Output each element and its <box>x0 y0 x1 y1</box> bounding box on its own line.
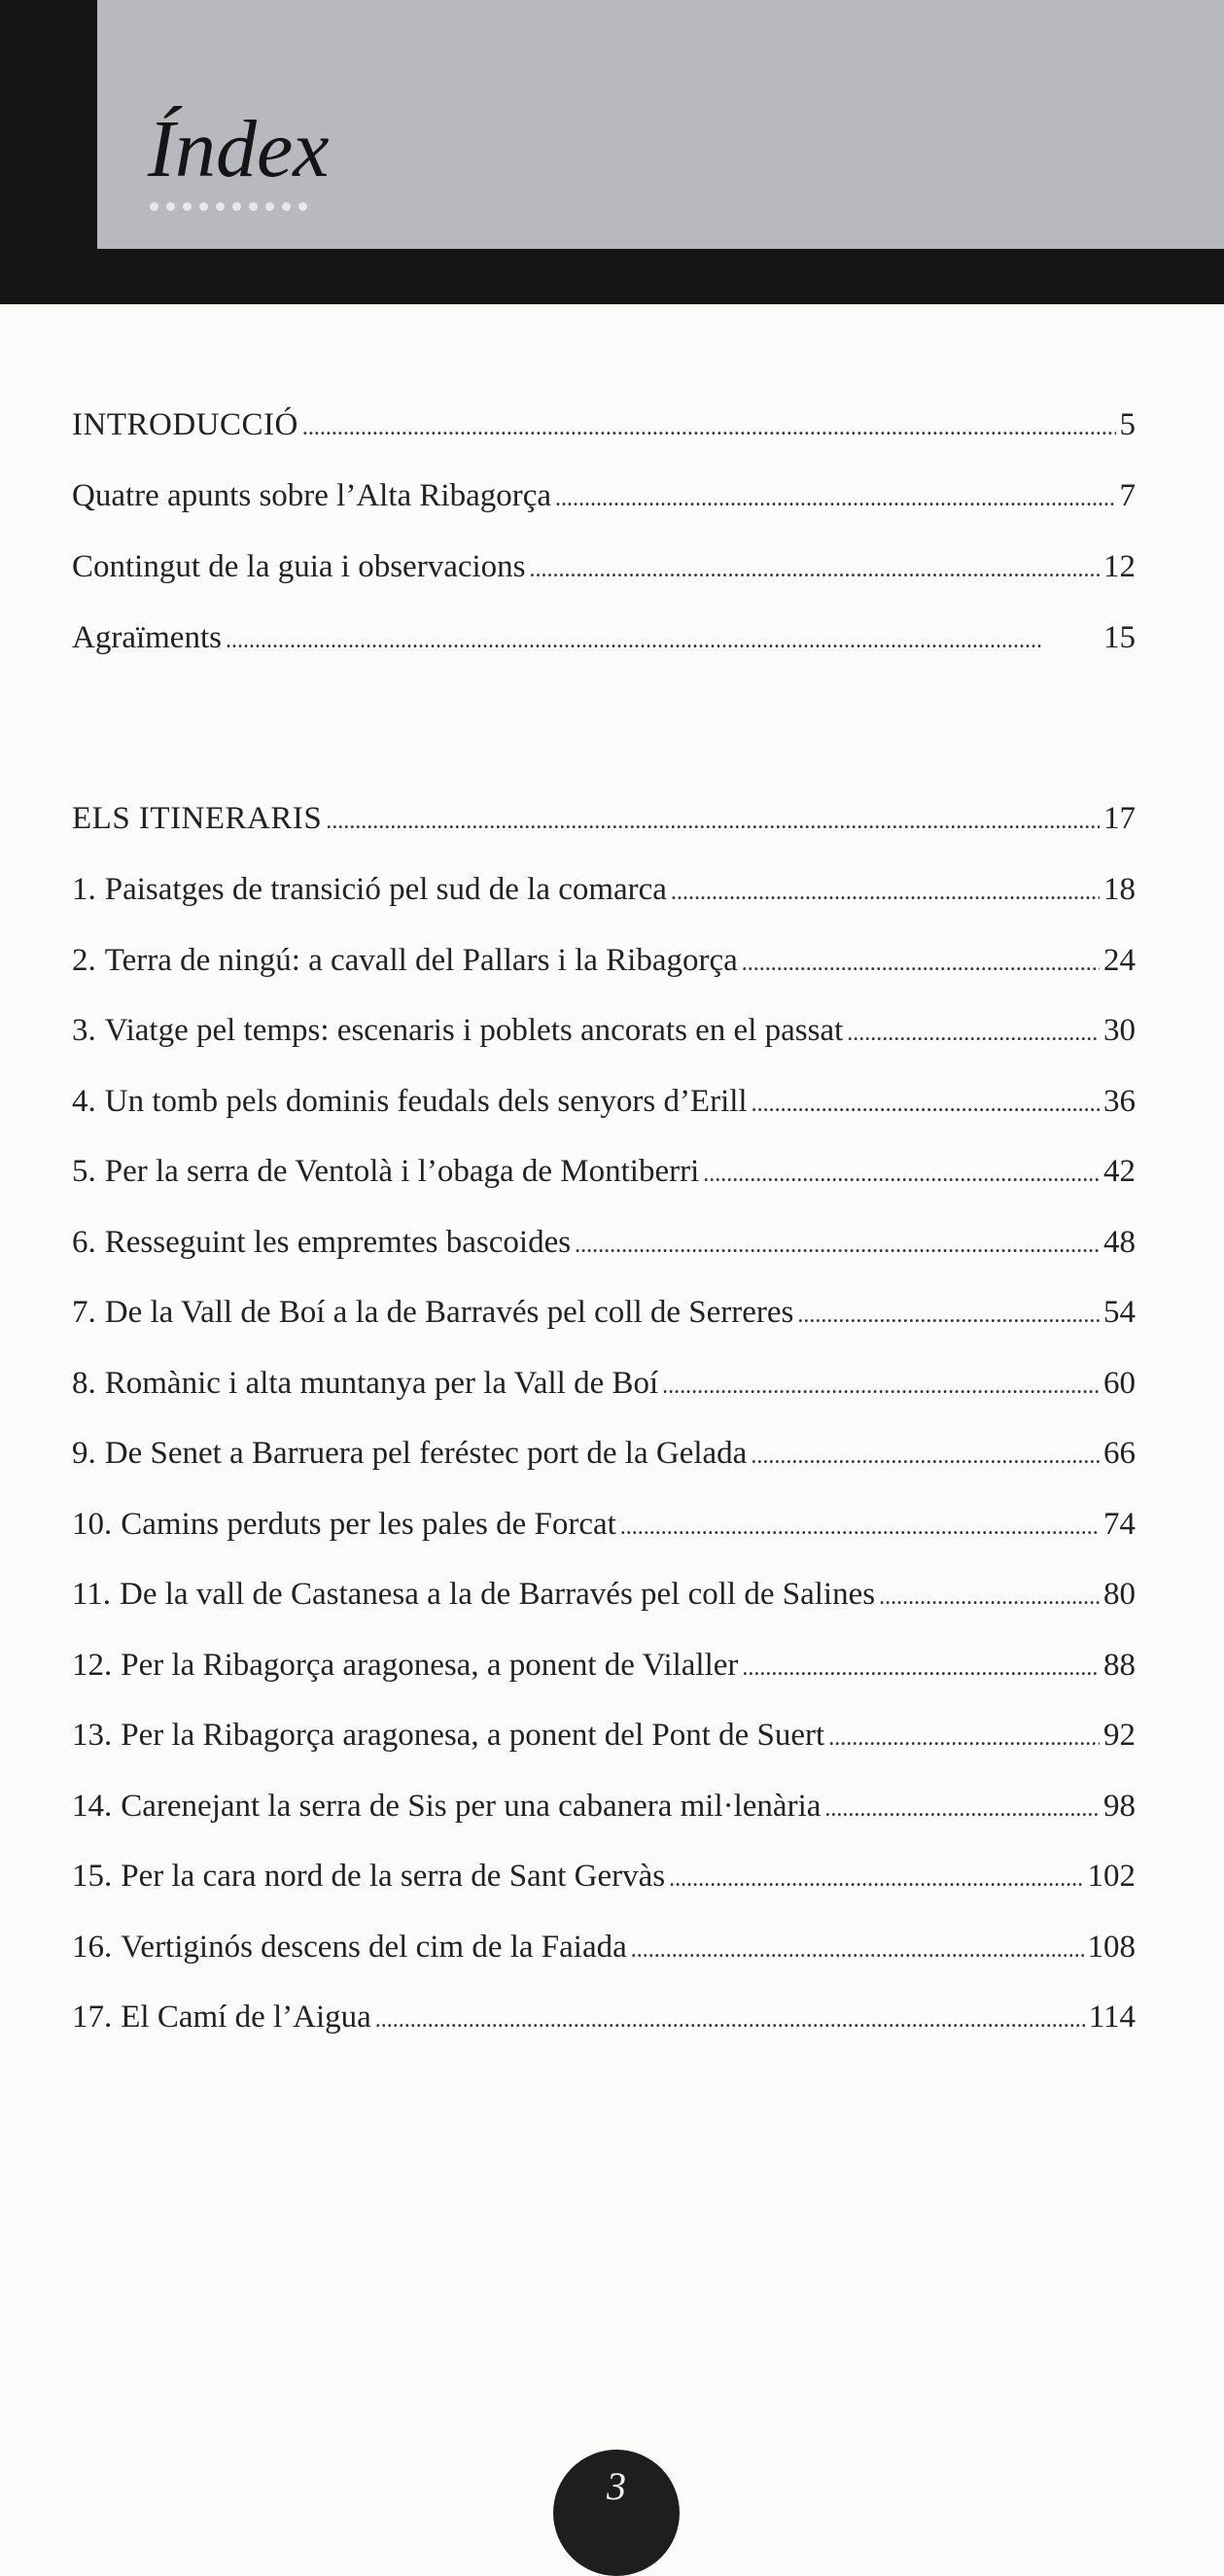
dot-leader <box>879 1573 1100 1621</box>
page-title: Índex <box>148 104 330 194</box>
dot-leader <box>752 1080 1100 1129</box>
dot-leader <box>555 474 1115 523</box>
toc-entry-number: 10. <box>72 1507 113 1542</box>
toc-entry-number: 5. <box>72 1154 96 1189</box>
toc-entry-number: 15. <box>72 1859 113 1894</box>
toc-entry-number: 13. <box>72 1718 113 1753</box>
dot-leader <box>662 1362 1100 1410</box>
toc-entry-label: Paisatges de transició pel sud de la comarca <box>104 872 667 907</box>
toc-entry-label: Carenejant la serra de Sis per una cabanera mil·lenària <box>121 1789 822 1824</box>
toc-entry-itinerary-9[interactable] <box>72 1429 1136 1478</box>
toc-entry-number: 7. <box>72 1295 96 1330</box>
toc-entry-itinerary-3[interactable] <box>72 1006 1136 1055</box>
toc-entry-itinerary-6[interactable] <box>72 1218 1136 1267</box>
toc-entry-number: 8. <box>72 1366 96 1401</box>
toc-entry-quatre-apunts[interactable] <box>72 471 1136 520</box>
toc-entry-page: 36 <box>1103 1084 1136 1119</box>
toc-entry-label: Vertiginós descens del cim de la Faiada <box>121 1930 627 1965</box>
dot-leader <box>375 1996 1085 2044</box>
toc-entry-page: 18 <box>1103 872 1136 907</box>
toc-entry-itinerary-10[interactable] <box>72 1500 1136 1549</box>
toc-entry-number: 16. <box>72 1930 113 1965</box>
toc-entry-label: Agraïments <box>72 620 222 655</box>
toc-entry-agraiments[interactable] <box>72 613 1136 662</box>
toc-entry-itinerary-4[interactable] <box>72 1077 1136 1126</box>
toc-entry-itinerary-8[interactable] <box>72 1359 1136 1408</box>
toc-entry-label: Contingut de la guia i observacions <box>72 549 526 584</box>
toc-entry-page: 30 <box>1103 1013 1136 1048</box>
toc-entry-label: De Senet a Barruera pel feréstec port de la Gelada <box>104 1436 748 1471</box>
toc-entry-label: Terra de ningú: a cavall del Pallars i la Ribagorça <box>104 943 738 978</box>
toc-entry-page: 7 <box>1119 478 1136 513</box>
toc-entry-itinerary-12[interactable] <box>72 1641 1136 1689</box>
toc-entry-itinerary-13[interactable] <box>72 1711 1136 1759</box>
toc-entry-page: 54 <box>1103 1295 1136 1330</box>
toc-entry-number: 12. <box>72 1648 113 1683</box>
toc-entry-number: 9. <box>72 1436 96 1471</box>
toc-entry-label: ELS ITINERARIS <box>72 801 323 836</box>
dot-leader <box>824 1785 1100 1833</box>
dot-leader <box>671 868 1100 917</box>
toc-entry-number: 6. <box>72 1225 96 1260</box>
toc-entry-label: Camins perduts per les pales de Forcat <box>121 1507 616 1542</box>
toc-entry-page: 114 <box>1088 2000 1136 2035</box>
toc-entry-page: 24 <box>1103 943 1136 978</box>
dot-leader <box>797 1291 1100 1340</box>
toc-entry-label: Per la Ribagorça aragonesa, a ponent de Vilaller <box>121 1648 739 1683</box>
toc-entry-number: 2. <box>72 943 96 978</box>
toc-heading-itineraris[interactable] <box>72 794 1136 843</box>
toc-entry-itinerary-1[interactable] <box>72 865 1136 914</box>
dot-leader <box>226 616 1100 665</box>
toc-entry-label: De la vall de Castanesa a la de Barravés pel coll de Salines <box>120 1577 876 1612</box>
toc-entry-label: Viatge pel temps: escenaris i poblets ancorats en el passat <box>104 1013 844 1048</box>
toc-entry-page: 5 <box>1119 407 1136 442</box>
dot-leader <box>620 1503 1100 1551</box>
toc-entry-number: 3. <box>72 1013 96 1048</box>
toc-entry-page: 60 <box>1103 1366 1136 1401</box>
header-band <box>0 0 1224 304</box>
toc-entry-label: De la Vall de Boí a la de Barravés pel coll de Serreres <box>104 1295 794 1330</box>
dot-leader <box>751 1432 1100 1480</box>
toc-entry-number: 14. <box>72 1789 113 1824</box>
toc-entry-page: 74 <box>1103 1507 1136 1542</box>
dot-leader <box>302 403 1116 452</box>
dot-leader <box>828 1714 1100 1762</box>
toc-entry-page: 102 <box>1087 1859 1136 1894</box>
toc-entry-label: El Camí de l’Aigua <box>121 2000 371 2035</box>
toc-entry-itinerary-7[interactable] <box>72 1288 1136 1337</box>
toc-entry-page: 92 <box>1103 1718 1136 1753</box>
toc-entry-itinerary-16[interactable] <box>72 1923 1136 1971</box>
toc-entry-label: Un tomb pels dominis feudals dels senyors d’Erill <box>104 1084 748 1119</box>
toc-entry-page: 88 <box>1103 1648 1136 1683</box>
toc-entry-itinerary-14[interactable] <box>72 1782 1136 1830</box>
dot-leader <box>631 1926 1084 1974</box>
dot-leader <box>530 545 1101 594</box>
toc-entry-label: Quatre apunts sobre l’Alta Ribagorça <box>72 478 552 513</box>
toc-entry-itinerary-15[interactable] <box>72 1852 1136 1900</box>
title-dots-ornament <box>150 202 307 211</box>
toc-entry-label: Romànic i alta muntanya per la Vall de Boí <box>104 1366 659 1401</box>
toc-entry-itinerary-11[interactable] <box>72 1570 1136 1619</box>
toc-entry-page: 17 <box>1103 801 1136 836</box>
toc-entry-page: 48 <box>1103 1225 1136 1260</box>
dot-leader <box>703 1150 1100 1199</box>
toc-entry-page: 80 <box>1103 1577 1136 1612</box>
toc-entry-page: 98 <box>1103 1789 1136 1824</box>
page-number: 3 <box>607 2464 626 2508</box>
dot-leader <box>847 1009 1100 1058</box>
toc-entry-page: 108 <box>1087 1930 1136 1965</box>
toc-entry-itinerary-5[interactable] <box>72 1147 1136 1196</box>
page-number-badge <box>553 2450 680 2576</box>
dot-leader <box>742 939 1100 988</box>
toc-entry-number: 4. <box>72 1084 96 1119</box>
toc-entry-page: 12 <box>1103 549 1136 584</box>
toc-entry-label: Per la cara nord de la serra de Sant Gervàs <box>121 1859 666 1894</box>
toc-entry-page: 66 <box>1103 1436 1136 1471</box>
toc-entry-page: 42 <box>1103 1154 1136 1189</box>
toc-entry-number: 1. <box>72 872 96 907</box>
toc-entry-label: Per la serra de Ventolà i l’obaga de Montiberri <box>104 1154 700 1189</box>
toc-entry-number: 11. <box>72 1577 112 1612</box>
toc-entry-number: 17. <box>72 2000 113 2035</box>
toc-entry-page: 15 <box>1103 620 1136 655</box>
toc-entry-itinerary-17[interactable] <box>72 1993 1136 2041</box>
dot-leader <box>575 1221 1100 1270</box>
toc-entry-label: Resseguint les empremtes bascoides <box>104 1225 572 1260</box>
toc-entry-introduccio[interactable] <box>72 400 1136 449</box>
dot-leader <box>326 797 1100 846</box>
toc-entry-label: INTRODUCCIÓ <box>72 407 298 442</box>
dot-leader <box>669 1855 1083 1903</box>
dot-leader <box>742 1644 1100 1692</box>
toc-entry-label: Per la Ribagorça aragonesa, a ponent del Pont de Suert <box>121 1718 825 1753</box>
toc-entry-contingut[interactable] <box>72 542 1136 591</box>
toc-entry-itinerary-2[interactable] <box>72 936 1136 985</box>
